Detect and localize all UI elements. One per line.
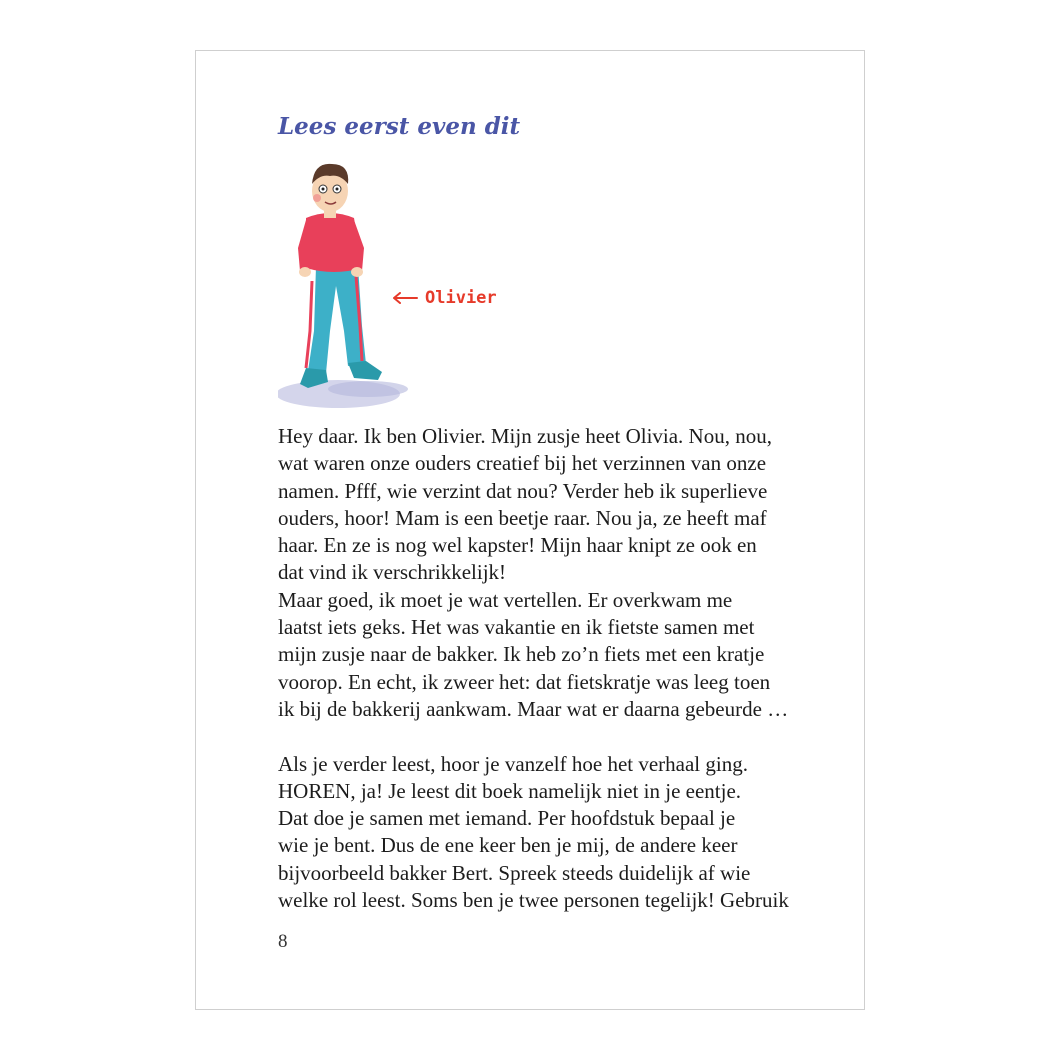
page-heading: Lees eerst even dit bbox=[278, 113, 521, 140]
paragraph-2 bbox=[278, 751, 818, 915]
text-line: ik bij de bakkerij aankwam. Maar wat er daarna gebeurde … bbox=[278, 696, 789, 721]
book-page bbox=[195, 50, 865, 1010]
text-line: welke rol leest. Soms ben je twee personen tegelijk! Gebruik bbox=[278, 888, 789, 913]
text-line: wie je bent. Dus de ene keer ben je mij, de andere keer bbox=[278, 833, 738, 858]
olivier-label bbox=[391, 288, 497, 308]
left-arrow-icon bbox=[391, 292, 419, 304]
text-line: dat vind ik verschrikkelijk! bbox=[278, 560, 507, 585]
text-line: bijvoorbeeld bakker Bert. Spreek steeds duidelijk af wie bbox=[278, 860, 751, 885]
olivier-illustration bbox=[278, 156, 508, 418]
text-line: Dat doe je samen met iemand. Per hoofdstuk bepaal je bbox=[278, 806, 736, 831]
text-line: wat waren onze ouders creatief bij het verzinnen van onze bbox=[278, 451, 767, 476]
text-line: HOREN, ja! Je leest dit boek namelijk niet in je eentje. bbox=[278, 778, 742, 803]
text-line: ouders, hoor! Mam is een beetje raar. Nou ja, ze heeft maf bbox=[278, 505, 767, 530]
text-line: voorop. En echt, ik zweer het: dat fietskratje was leeg toen bbox=[278, 669, 771, 694]
text-line: mijn zusje naar de bakker. Ik heb zo’n fiets met een kratje bbox=[278, 642, 765, 667]
text-line: haar. En ze is nog wel kapster! Mijn haar knipt ze ook en bbox=[278, 533, 757, 558]
text-line: laatst iets geks. Het was vakantie en ik fietste samen met bbox=[278, 615, 755, 640]
text-line: Hey daar. Ik ben Olivier. Mijn zusje heet Olivia. Nou, nou, bbox=[278, 424, 772, 448]
page-number: 8 bbox=[278, 931, 288, 952]
text-line: Als je verder leest, hoor je vanzelf hoe het verhaal ging. bbox=[278, 751, 748, 776]
text-line: Maar goed, ik moet je wat vertellen. Er overkwam me bbox=[278, 587, 733, 612]
paragraph-gap bbox=[278, 723, 818, 750]
text-line: namen. Pfff, wie verzint dat nou? Verder heb ik superlieve bbox=[278, 478, 768, 503]
body-text bbox=[278, 423, 818, 914]
paragraph-1 bbox=[278, 423, 818, 723]
olivier-label-text: Olivier bbox=[425, 288, 497, 308]
